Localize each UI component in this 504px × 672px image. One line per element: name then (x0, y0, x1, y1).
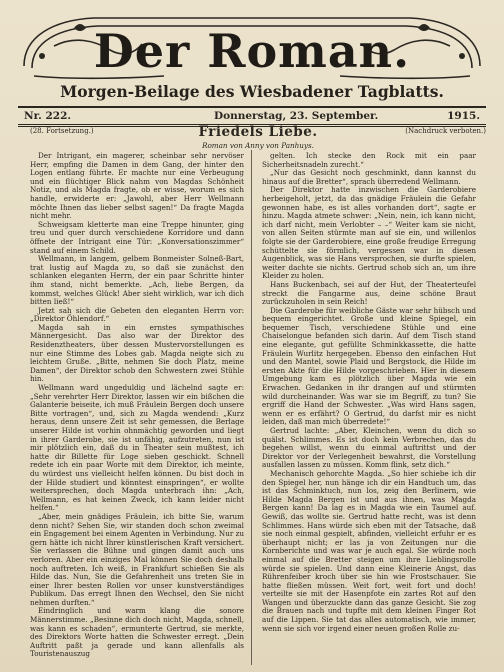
reprint-note: (Nachdruck verboten.) (405, 127, 486, 135)
paragraph: Hans Buckenbach, sei auf der Hut, der Theaterteufel streckt die Fangarme aus, deine schöne Braut zurückzuholen in sein Reich! (262, 279, 476, 307)
paragraph: Der Intrigant, ein magerer, scheinbar sehr nervöser Herr, empfing die Damen in dem Gang, der hinter den Logen entlang führte. Er machte nur eine Verbeugung und ein flüchtiger Blick nahm von Magdas Schönheit Notiz, und als Magda fragte, ob er wisse, worum es sich handle, erwiderte er: „Jawohl, aber Herr Wellmann möchte Ihnen das lieber selbst sagen!“ Da fragte Magda nicht mehr. (30, 152, 244, 221)
paragraph: Schweigsam kletterte man eine Treppe hinunter, ging treu und quer durch verschiedene Korridore und dann öffnete der Intrigant eine Tür: „Konversationszimmer“ stand auf einem Schild. (30, 219, 244, 255)
text-column-right (262, 152, 476, 662)
paragraph: Gertrud lachte: „Aber, Kleinchen, wenn du dich so quälst. Schlimmes. Es ist doch kein Verbrechen, das du begehen willst, wenn du einmal auftrittst und der Direktor vor der Verlegenheit bewahrst, die Vorstellung ausfallen lassen zu müssen. Komm flink, setz dich.“ (262, 426, 476, 470)
masthead-rule (18, 106, 486, 108)
paragraph: Wellmann, in langem, gelbem Bonmeister Solneß-Bart, trat lustig auf Magda zu, so daß sie zunächst den schlanken eleganten Herrn, der ein paar Schritte hinter ihm stand, nicht bemerkte. „Ach, liebe Bergen, da kommst, welches Glück! Aber sieht wirklich, war ich dich bitten ließ!“ (30, 254, 244, 307)
masthead (14, 6, 490, 106)
paragraph: „Aber, mein gnädiges Fräulein, ich bitte Sie, warum denn nicht? Sehen Sie, wir standen doch schon zweimal ein Engagement bei einem Agenten in Verbindung. Nur zu gern hätte ich nicht Ihrer künstlerischen Kraft versichert. Sie verlassen die Bühne und gingen damit auch uns verloren. Aber ein einziges Mal können Sie doch deshalb noch auftreten. Ich weiß, in Frankfurt schießen Sie als Hilde das. Nun, Sie die Gefahrenheit uns treten Sie in einer Ihrer besten Rollen vor unser kunstverständiges Publikum. Das erregt Ihnen den Wechsel, den Sie nicht nehmen durften.“ (30, 511, 244, 607)
paragraph: „Nur das Gesicht noch geschminkt, dann kannst du hinaus auf die Bretter“, sprach überredend Wellmann. (262, 168, 476, 186)
masthead-title: Der Roman. (93, 24, 411, 78)
serial-header (30, 124, 486, 155)
paragraph: Eindringlich und warm klang die sonore Männerstimme. „Besinne dich doch nicht, Magda, schnell, was kann es schaden“, ermunterte Gertrud, sie merkte, des Direktors Worte hatten die Schwester erregt. „Dein Auftritt paßt ja gerade und kann allenfalls als Touristenauszug (30, 606, 244, 659)
issue-number: Nr. 222. (24, 110, 72, 122)
paragraph: gelten. Ich stecke den Rock mit ein paar Sicherheitsnadeln zurecht.“ (262, 152, 476, 169)
masthead-subtitle: Morgen-Beilage des Wiesbadener Tagblatts. (60, 82, 444, 101)
paragraph: Mechanisch gehorchte Magda. „So hier schiebe ich dir den Spiegel her, nun hänge ich dir ein Handtuch um, das ist das Schminktuch, nun los, zeig den Berlinern, wie Hilde Magda Bergen ist und aus ihnen, was Magda Bergen kann! Da lag es in Magda wie ein Taumel auf. Gewiß, das wollte sie. Gertrud hatte recht, was ist denn Schlimmes. Hans würde sich eben mit der Tatsache, daß sie noch einmal gespielt, abfinden, vielleicht erfuhr er es überhaupt nicht; er las ja von Zeitungen nur die Kornberichte und was war je auch egal. Sie würde noch einmal auf die Bretter steigen um ihre Lieblingsrolle würde sie spielen. Und dann eine Kleinerie Angst, das Rührenfeiber kroch über sie hin wie Frostschauer. Sie hatte fließen müssen. Weit fort, weit fort und doch! verteilte sie mit der Hasenpfote ein zartes Rot auf den Wangen und überzuckte dann das ganze Gesicht. Sie zog die Brauen nach und tupfte mit dem kleinen Finger Rot auf die Lippen. Sie tat das alles automatisch, wie immer, wenn sie sich vor irgend einer neuen großen Rolle zu- (262, 468, 476, 633)
text-column-left (30, 152, 244, 662)
issue-date: Donnerstag, 23. September. (214, 110, 379, 122)
dateline (24, 110, 480, 124)
paragraph: Der Direktor hatte inzwischen die Garderobiere herbeigeholt, jetzt, da das gnädige Fräulein die Gefahr gewonnen habe, es ist alles vorhanden dort“, sagte er hinzu. Magda atmete schwer: „Nein, nein, ich kann nicht, ich darf nicht, mein Verlobter – –“ Weiter kam sie nicht, von allen Seiten stürmte man auf sie ein, und willenlos folgte sie der Garderobiere, eine große freudige Erregung schüttelte sie förmlich, vergessen war in diesen Augenblick, was sie Hans versprochen, sie durfte spielen, weiter dachte sie nichts. Gertrud schob sich an, um ihre Kleider zu holen. (262, 185, 476, 281)
continuation-note: (28. Fortsetzung.) (30, 127, 94, 135)
serial-author: Roman von Anny von Panhuys. (202, 141, 314, 150)
column-divider (251, 150, 252, 665)
paragraph: Magda sah in ein ernstes sympathisches Männergesicht. Das also war der Direktor des Residenztheaters, über dessen Mustervorstellungen es nur eine Stimme des Lobes gab. Magda neigte sich zu leichtem Gruße. „Bitte, nehmen Sie doch Platz, meine Damen“, der Direktor schob den Schwestern zwei Stühle hin. (30, 322, 244, 384)
paragraph: Wellmann ward ungeduldig und lächelnd sagte er: „Sehr verehrter Herr Direktor, lassen wir ein bißchen die Galanterie beiseite, ich muß Fräulein Bergen doch unsere Bitte vortragen“, und, sich zu Magda wendend: „Kurz heraus, denn unsere Zeit ist sehr gemessen, die Berlage unserer Hilde ist vorhin ohnmächtig geworden und liegt in ihrer Garderobe, sie ist unfähig, aufzutreten, nun ist mir plötzlich ein, daß du in Theater sein mußtest, ich hatte dir Billette für Loge sieben geschickt. Schnell redete ich ein paar Worte mit dem Direktor, ich meinte, du würdest uns vielleicht helfen können. Du bist doch in der Hilde studiert und könntest einspringen“, er wollte weitersprechen, doch Magda unterbrach ihn: „Ach, Wellmann, es hat keinen Zweck, ich kann leider nicht helfen.“ (30, 383, 244, 513)
paragraph: Die Garderobe für weibliche Gäste war sehr hübsch und bequem eingerichtet. Große und kleine Spiegel, ein bequemer Tisch, verschiedene Stühle und eine Chaiselongue befanden sich darin. Auf dem Tisch stand eine elegante, gut gefüllte Schminkkassette, die hatte Fräulein Wurlitz hergegeben. Ebenso den einfachen Hut und den Mantel, sowie Plaid und Bergstock, die Hilde im ersten Akte für die Hilde vorgeschrieben. Hier in diesem Umgebung kam es plötzlich über Magda wie ein Erwachen. Gedanken in ihr drangen auf und stürmten wild durcheinander. Was war sie im Begriff, zu tun? Sie ergriff die Hand der Schwester. „Was wird Hans sagen, wenn er es erfährt? O Gertrud, du darfst mir es nicht leiden, daß man mich überredete!“ (262, 305, 476, 427)
issue-year: 1915. (447, 110, 480, 122)
paragraph: Jetzt sah sich die Gebeten den eleganten Herrn vor: „Direktor Öhlendorf.“ (30, 305, 244, 324)
serial-title: Friedels Liebe. (198, 124, 318, 140)
